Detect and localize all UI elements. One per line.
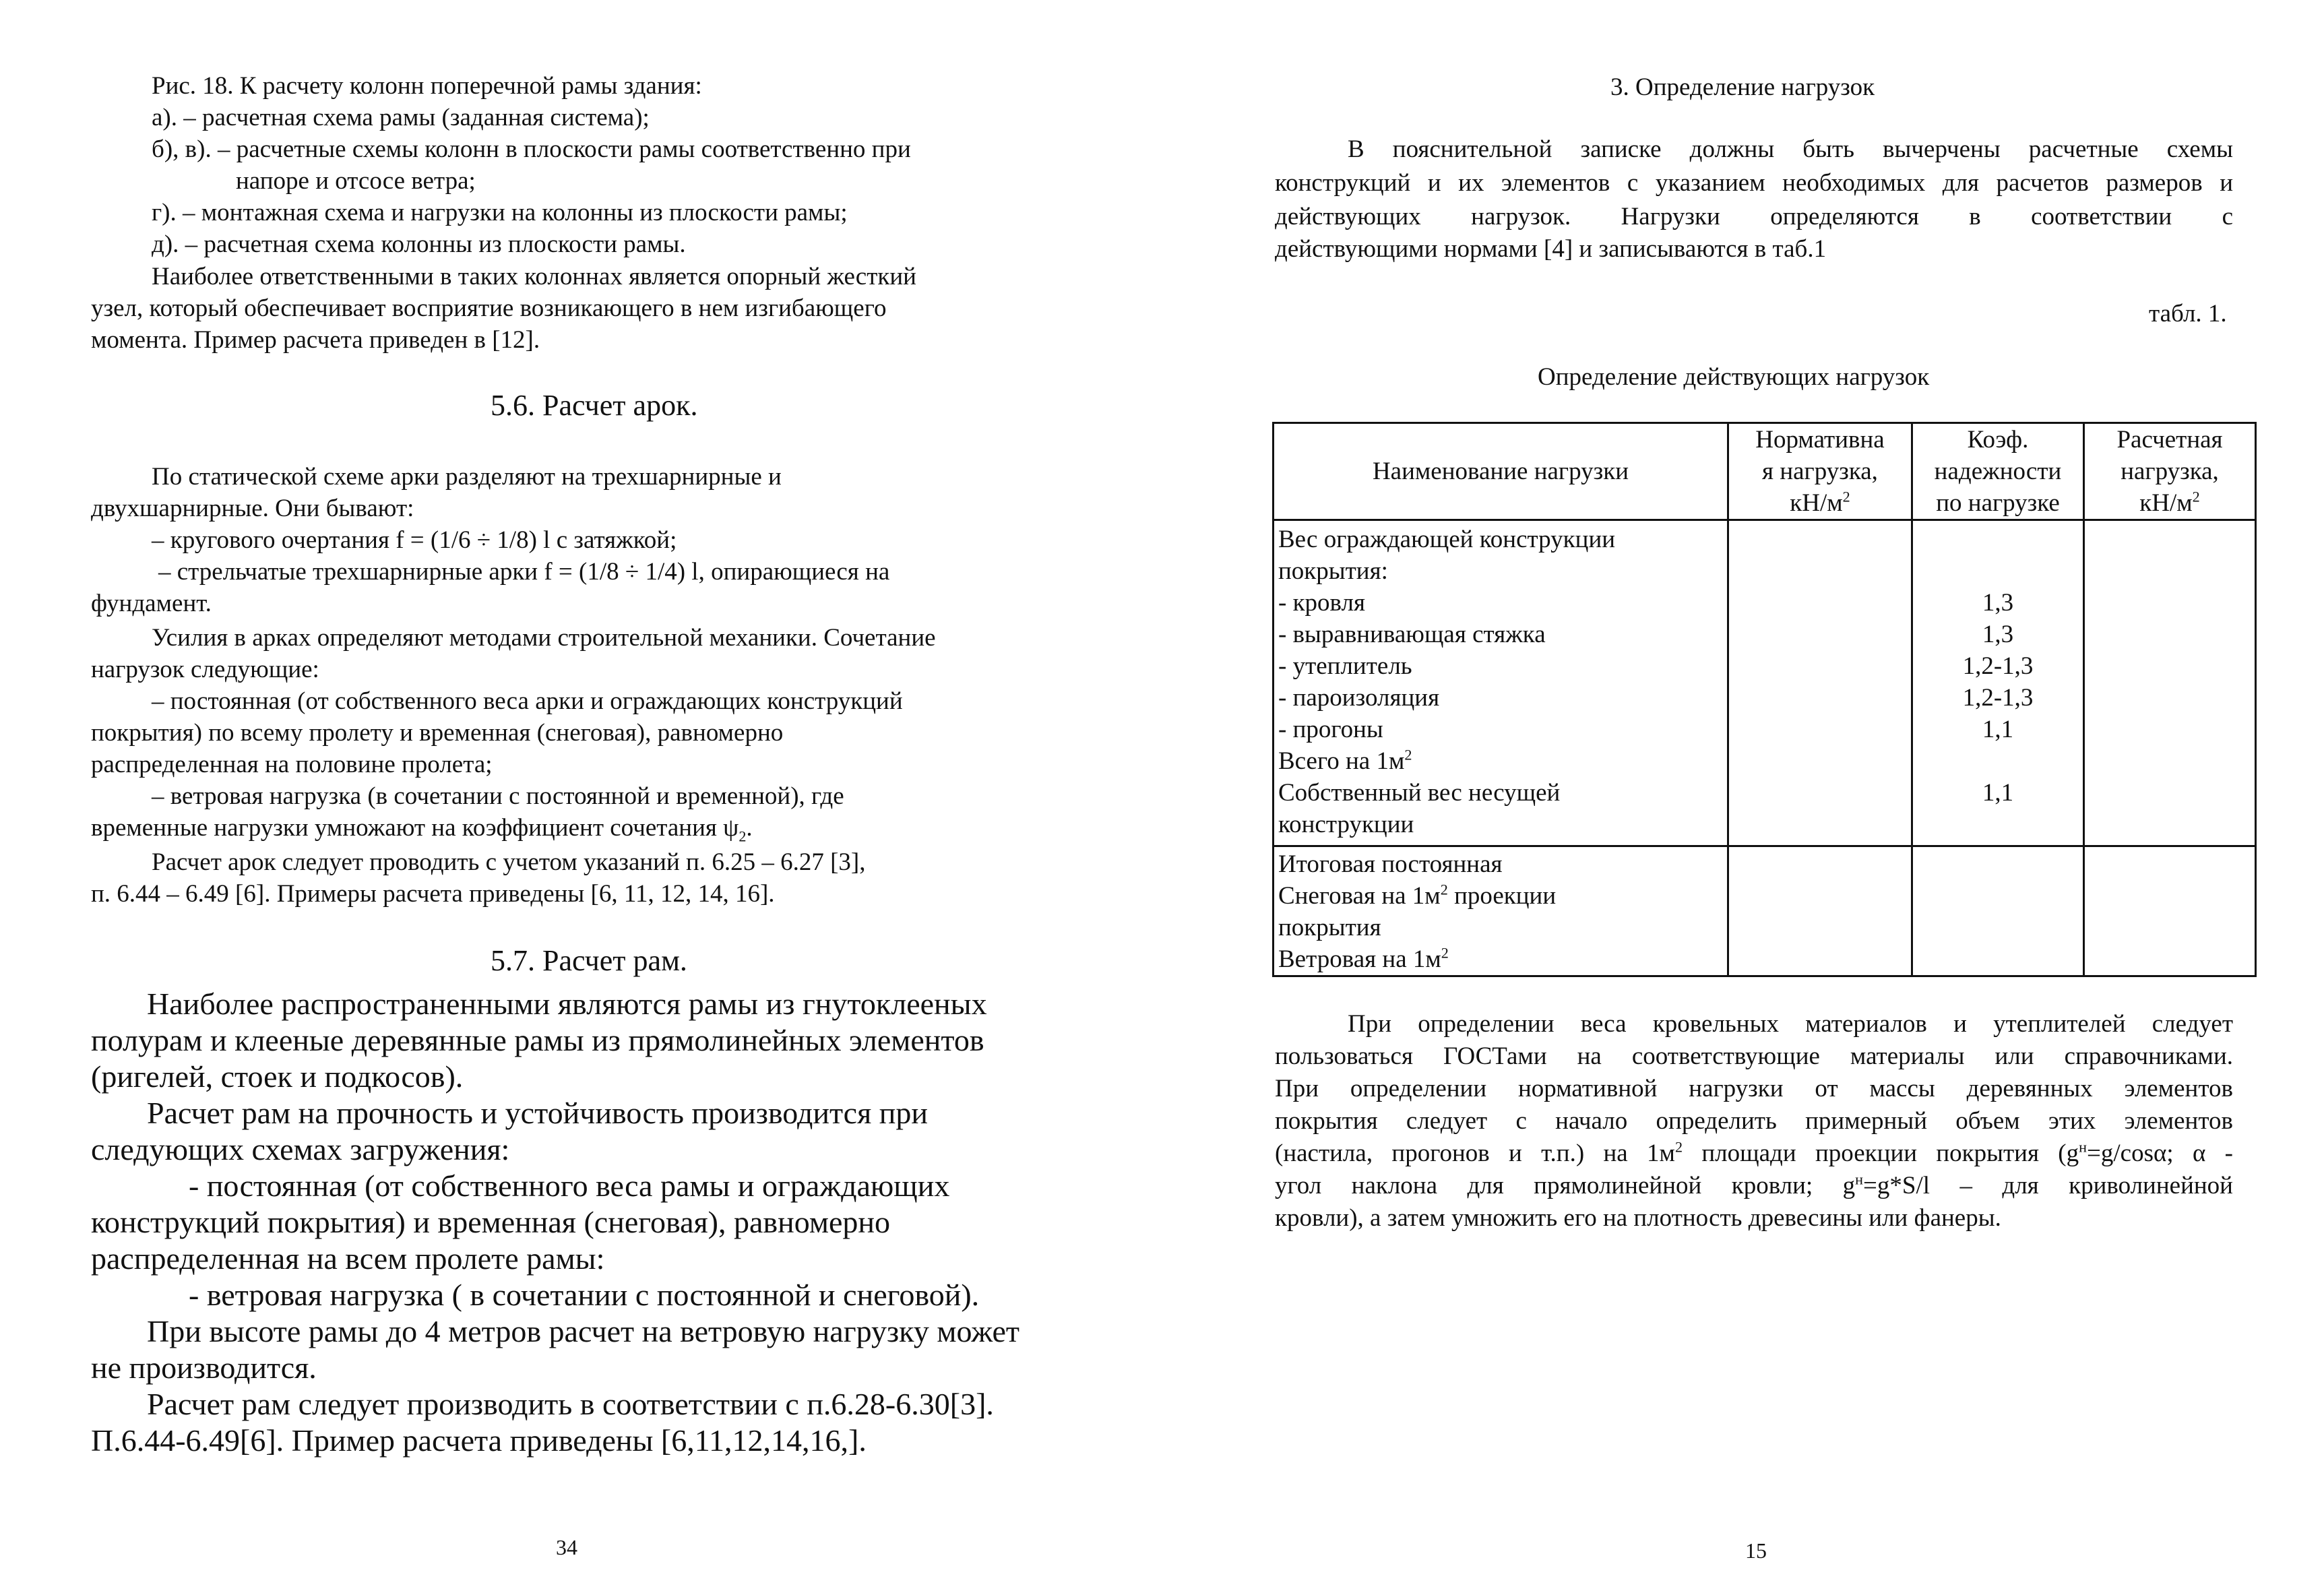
paragraph-line: При высоте рамы до 4 метров расчет на ветровую нагрузку может [147, 1314, 1020, 1348]
paragraph-line: Наиболее распространенными являются рамы из гнутоклееных [147, 987, 987, 1021]
paragraph-line: – стрельчатые трехшарнирные арки f = (1/8 ÷ 1/4) l, опирающиеся на [158, 558, 890, 586]
paragraph-line: следующих схемах загружения: [91, 1132, 510, 1166]
paragraph-line: действующих нагрузок. Нагрузки определяются в соответствии с [1275, 203, 2233, 230]
section-heading: 3. Определение нагрузок [1610, 73, 1875, 101]
paragraph-line: временные нагрузки умножают на коэффициент сочетания $\psi_2$. [91, 814, 753, 845]
loads-table [1272, 422, 2257, 977]
section-heading-frames: 5.7. Расчет рам. [491, 944, 687, 977]
table-cell-coefs [1912, 846, 2084, 976]
paragraph-line: При определении нормативной нагрузки от массы деревянных элементов [1275, 1075, 2233, 1102]
section-heading-arches: 5.6. Расчет арок. [491, 389, 698, 422]
figure-caption-line: д). – расчетная схема колонны из плоскости рамы. [152, 230, 686, 258]
table-cell-names: Вес ограждающей конструкции покрытия: - кровля - выравнивающая стяжка - утеплитель - пароизоляция - прогоны Всего на $1м^2$ Собственный вес несущей конструкции [1274, 520, 1728, 846]
paragraph-line: кровли), а затем умножить его на плотность древесины или фанеры. [1275, 1204, 2001, 1232]
paragraph-line: – постоянная (от собственного веса арки и ограждающих конструкций [152, 687, 903, 715]
paragraph-line: п. 6.44 – 6.49 [6]. Примеры расчета приведены [6, 11, 12, 14, 16]. [91, 880, 775, 908]
paragraph-line: полурам и клееные деревянные рамы из прямолинейных элементов [91, 1023, 984, 1057]
paragraph-line: П.6.44-6.49[6]. Пример расчета приведены [6,11,12,14,16,]. [91, 1423, 867, 1458]
table-header-row [1274, 423, 2256, 520]
header-design: Расчетная нагрузка, $кН/м^2$ [2084, 423, 2256, 520]
table-cell-design [2084, 520, 2256, 846]
table-title: Определение действующих нагрузок [1538, 363, 1930, 391]
paragraph-line: момента. Пример расчета приведен в [12]. [91, 326, 540, 354]
paragraph-line: При определении веса кровельных материалов и утеплителей следует [1348, 1010, 2233, 1038]
paragraph-line: Расчет рам следует производить в соответствии с п.6.28-6.30[3]. [147, 1387, 994, 1421]
paragraph-line: Усилия в арках определяют методами строительной механики. Сочетание [152, 624, 936, 652]
page-number: 15 [1745, 1538, 1767, 1563]
paragraph-line: распределенная на половине пролета; [91, 751, 493, 778]
paragraph-line: действующими нормами [4] и записываются в таб.1 [1275, 235, 1827, 263]
paragraph-line: конструкций покрытия) и временная (снеговая), равномерно [91, 1205, 890, 1239]
paragraph-line: угол наклона для прямолинейной кровли; $g^н=g*S/l$ – для криволинейной [1275, 1170, 2233, 1199]
paragraph-line: – кругового очертания f = (1/6 ÷ 1/8) l с затяжкой; [152, 526, 677, 554]
paragraph-line: покрытия следует с начало определить примерный объем этих элементов [1275, 1107, 2233, 1135]
paragraph-line: Наиболее ответственными в таких колоннах является опорный жесткий [152, 263, 916, 290]
paragraph-line: (ригелей, стоек и подкосов). [91, 1059, 464, 1094]
table-cell-names: Итоговая постоянная Снеговая на $1м^2$ проекции покрытия Ветровая на $1м^2$ [1274, 846, 1728, 976]
header-coef: Коэф. надежности по нагрузке [1912, 423, 2084, 520]
table-cell-design [2084, 846, 2256, 976]
figure-caption-line: Рис. 18. К расчету колонн поперечной рамы здания: [152, 72, 702, 100]
figure-caption-line: а). – расчетная схема рамы (заданная система); [152, 104, 650, 131]
header-name: Наименование нагрузки [1274, 423, 1728, 520]
page-number: 34 [556, 1535, 577, 1559]
table-row [1274, 846, 2256, 976]
table-label: табл. 1. [2149, 300, 2227, 327]
paragraph-line: нагрузок следующие: [91, 656, 319, 683]
figure-caption-line: г). – монтажная схема и нагрузки на колонны из плоскости рамы; [152, 199, 848, 226]
paragraph-line: Расчет рам на прочность и устойчивость производится при [147, 1096, 928, 1130]
paragraph-line: распределенная на всем пролете рамы: [91, 1241, 605, 1276]
paragraph-line: По статической схеме арки разделяют на трехшарнирные и [152, 463, 782, 491]
paragraph-line: (настила, прогонов и т.п.) на $1м^2$ площади проекции покрытия ($g^н=g$/cosα; α - [1275, 1138, 2233, 1167]
paragraph-line: пользоваться ГОСТами на соответствующие материалы или справочниками. [1275, 1042, 2233, 1070]
paragraph-line: - ветровая нагрузка ( в сочетании с постоянной и снеговой). [189, 1278, 980, 1312]
paragraph-line: узел, который обеспечивает восприятие возникающего в нем изгибающего [91, 294, 887, 322]
table-cell-normative [1728, 520, 1912, 846]
paragraph-line: конструкций и их элементов с указанием необходимых для расчетов размеров и [1275, 169, 2233, 197]
paragraph-line: Расчет арок следует проводить с учетом указаний п. 6.25 – 6.27 [3], [152, 848, 866, 876]
paragraph-line: покрытия) по всему пролету и временная (снеговая), равномерно [91, 719, 784, 747]
header-normative: Нормативна я нагрузка, $кН/м^2$ [1728, 423, 1912, 520]
paragraph-line: двухшарнирные. Они бывают: [91, 495, 414, 522]
table-row [1274, 520, 2256, 846]
table-cell-coefs: 1,3 1,3 1,2-1,3 1,2-1,3 1,1 1,1 [1912, 520, 2084, 846]
figure-caption-line: напоре и отсосе ветра; [236, 167, 476, 195]
paragraph-line: фундамент. [91, 590, 212, 617]
paragraph-line: – ветровая нагрузка (в сочетании с постоянной и временной), где [152, 782, 844, 810]
table-cell-normative [1728, 846, 1912, 976]
paragraph-line: - постоянная (от собственного веса рамы и ограждающих [189, 1168, 950, 1203]
paragraph-line: не производится. [91, 1350, 317, 1385]
paragraph-line: В пояснительной записке должны быть вычерчены расчетные схемы [1348, 135, 2233, 163]
figure-caption-line: б), в). – расчетные схемы колонн в плоскости рамы соответственно при [152, 135, 911, 163]
